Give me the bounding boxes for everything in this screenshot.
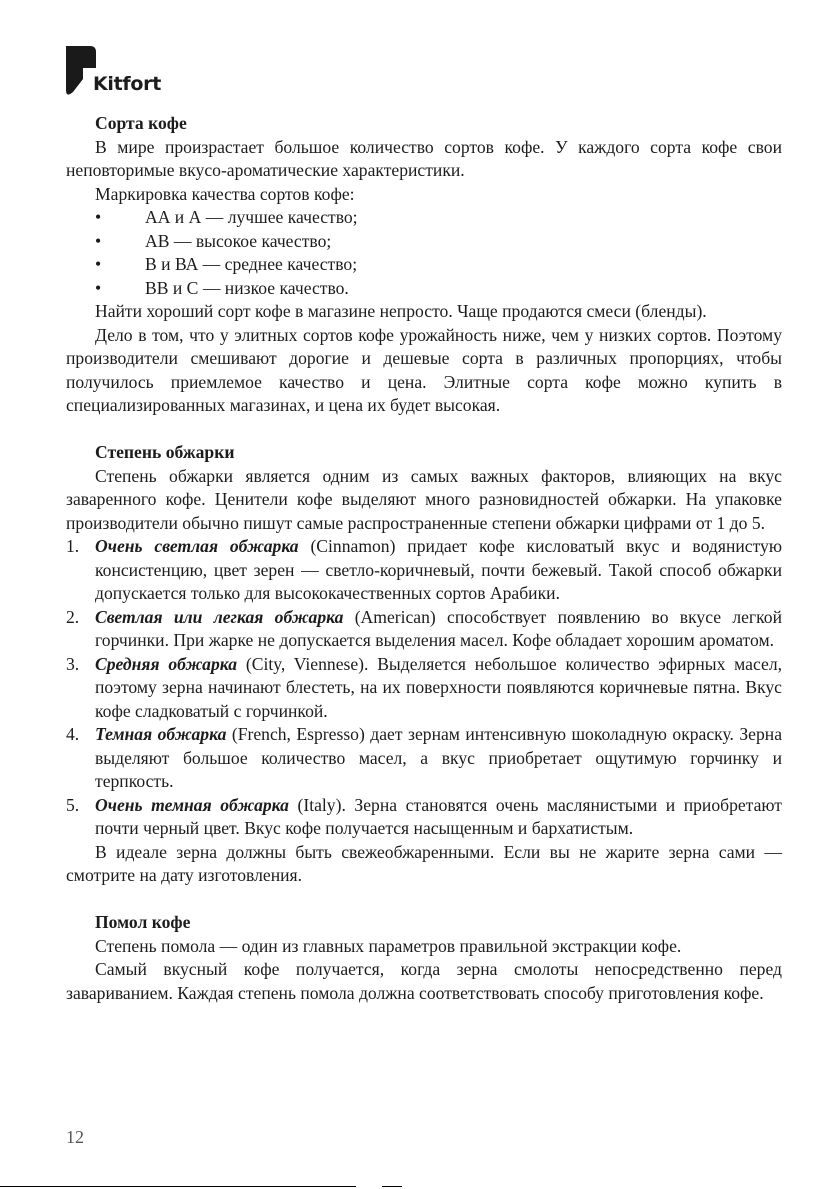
roast-description: (Cinnamon) придает кофе кисловатый вкус и водянистую консистенцию, цвет зерен — светло-коричневый, почти бежевый. Такой способ обжарки допускается только для высококачественных сортов Арабики. [95, 536, 782, 603]
marking-label: Маркировка качества сортов кофе: [95, 183, 355, 204]
roast-description: (French, Espresso) дает зернам интенсивную шоколадную окраску. Зерна выделяют большое количество масел, а вкус приобретает ощутимую горчинку и терпкость. [95, 724, 783, 791]
section-gap [66, 888, 782, 912]
list-item [66, 794, 782, 841]
quality-marking-list [66, 206, 782, 300]
page-content [66, 112, 782, 1005]
list-item-text: ВВ и С — низкое качество. [145, 277, 349, 298]
list-item-number: 5. [66, 794, 80, 815]
list-item-number: 3. [66, 653, 80, 674]
brand-logo [66, 46, 206, 98]
bullet-icon: • [95, 277, 102, 298]
kitfort-logo-icon [66, 46, 96, 98]
roast-term: Светлая или легкая обжарка [95, 606, 344, 627]
roast-description: (City, Viennese). Выделяется небольшое количество эфирных масел, поэтому зерна начинают блестеть, на их поверхности появляются коричневые пятна. Вкус кофе сладковатый с горчинкой. [95, 653, 782, 721]
list-item [66, 606, 782, 653]
section-title-grind: Помол кофе [95, 912, 191, 932]
bullet-icon: • [95, 207, 102, 227]
roast-term: Очень светлая обжарка [95, 536, 299, 556]
page-number: 12 [66, 1127, 84, 1147]
section-title-varieties: Сорта кофе [95, 113, 187, 133]
list-item-text: В и ВА — среднее качество; [145, 254, 358, 274]
section-gap [66, 418, 782, 442]
roast-levels-list [66, 535, 782, 841]
roast-outro: В идеале зерна должны быть свежеобжаренными. Если вы не жарите зерна сами — смотрите на дату изготовления. [66, 841, 782, 885]
list-item-number: 1. [66, 536, 80, 556]
list-item [66, 206, 782, 230]
grind-paragraph-1: Степень помола — один из главных параметров правильной экстракции кофе. [95, 935, 682, 956]
section-title-roast: Степень обжарки [95, 442, 235, 462]
list-item [66, 653, 782, 724]
roast-term: Очень темная обжарка [95, 794, 289, 815]
varieties-paragraph-1: Найти хороший сорт кофе в магазине непросто. Чаще продаются смеси (бленды). [95, 301, 707, 321]
list-item-number: 2. [66, 606, 80, 627]
footer-divider [382, 1186, 402, 1187]
list-item-number: 4. [66, 724, 80, 744]
list-item [66, 535, 782, 606]
footer-divider [0, 1186, 356, 1187]
list-item-text: АА и А — лучшее качество; [145, 207, 358, 227]
list-item [66, 277, 782, 301]
bullet-icon: • [95, 254, 102, 274]
list-item [66, 723, 782, 794]
roast-term: Темная обжарка [95, 724, 227, 744]
grind-paragraph-2: Самый вкусный кофе получается, когда зерна смолоты непосредственно перед завариванием. Каждая степень помола должна соответствовать способу приготовления кофе. [66, 959, 782, 1003]
roast-intro: Степень обжарки является одним из самых важных факторов, влияющих на вкус заваренного кофе. Ценители кофе выделяют много разновидностей обжарки. На упаковке производители обычно пишут самые распространенные степени обжарки цифрами от 1 до 5. [66, 465, 782, 533]
list-item-text: АВ — высокое качество; [145, 230, 332, 251]
varieties-paragraph-2: Дело в том, что у элитных сортов кофе урожайность ниже, чем у низких сортов. Поэтому производители смешивают дорогие и дешевые сорта в различных пропорциях, чтобы получилось приемлемое качество и цена. Элитные сорта кофе можно купить в специализированных магазинах, и цена их будет высокая. [66, 324, 782, 415]
list-item [66, 230, 782, 254]
brand-name: Kitfort [93, 73, 161, 95]
roast-description: (American) способствует появлению во вкусе легкой горчинки. При жарке не допускается выделения масел. Кофе обладает хорошим ароматом. [95, 606, 782, 650]
roast-term: Средняя обжарка [95, 653, 238, 674]
roast-description: (Italy). Зерна становятся очень маслянистыми и приобретают почти черный цвет. Вкус кофе получается насыщенным и бархатистым. [95, 794, 782, 838]
varieties-intro: В мире произрастает большое количество сортов кофе. У каждого сорта кофе свои неповторимые вкусо-ароматические характеристики. [66, 136, 782, 180]
list-item [66, 253, 782, 277]
bullet-icon: • [95, 230, 102, 251]
